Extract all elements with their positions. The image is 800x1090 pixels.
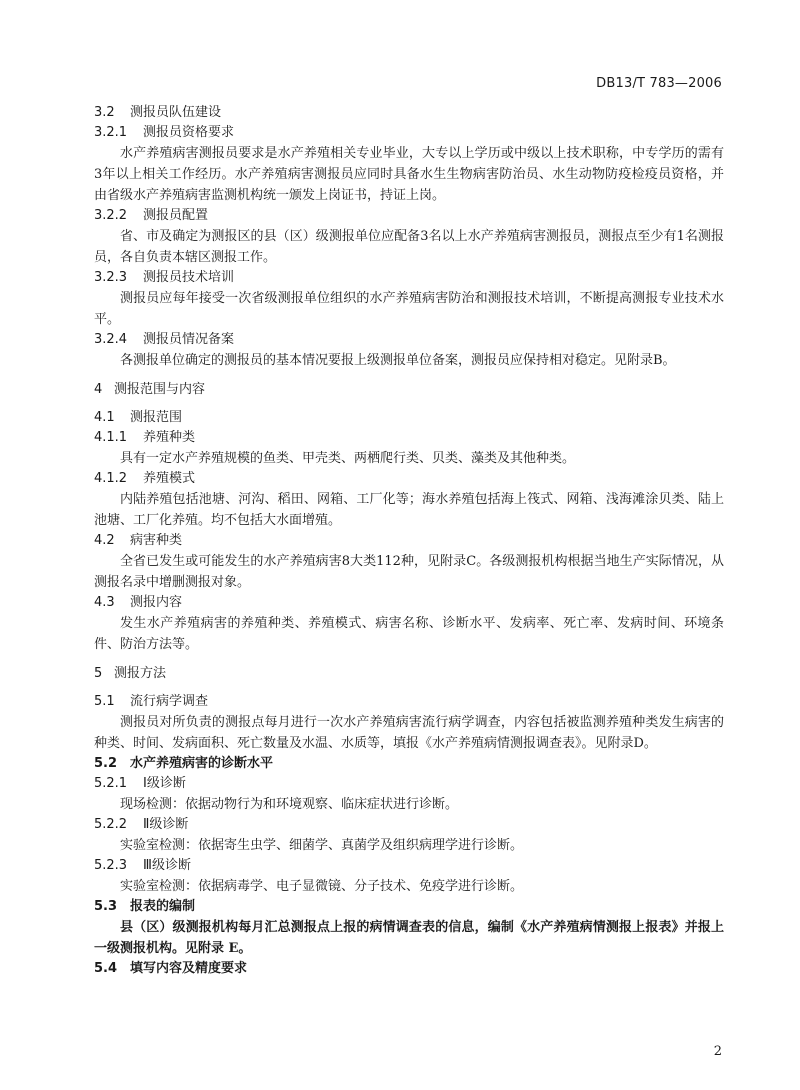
heading-title: Ⅱ级诊断: [143, 817, 189, 832]
heading-number: 5.2.1: [94, 776, 128, 791]
paragraph-5-3: 县（区）级测报机构每月汇总测报点上报的病情调查表的信息，编制《水产养殖病情测报上报表》并报上一级测报机构。见附录 E。: [94, 920, 724, 956]
heading-3-2-4: [94, 330, 724, 350]
document-body: [94, 103, 724, 979]
document-standard-number: DB13/T 783—2006: [596, 76, 722, 91]
paragraph-4-3: 发生水产养殖病害的养殖种类、养殖模式、病害名称、诊断水平、发病率、死亡率、发病时间、环境条件、防治方法等。: [94, 616, 724, 652]
heading-5-4: [94, 959, 724, 979]
heading-3-2-2: [94, 206, 724, 226]
heading-title: 测报方法: [114, 666, 167, 681]
heading-5-2-2: [94, 815, 724, 835]
page-number: 2: [713, 1044, 722, 1059]
paragraph-4-1-2: 内陆养殖包括池塘、河沟、稻田、网箱、工厂化等；海水养殖包括海上筏式、网箱、浅海滩涂贝类、陆上池塘、工厂化养殖。均不包括大水面增殖。: [94, 492, 724, 528]
heading-title: 测报范围: [130, 410, 183, 425]
paragraph-5-1: 测报员对所负责的测报点每月进行一次水产养殖病害流行病学调查，内容包括被监测养殖种类发生病害的种类、时间、发病面积、死亡数量及水温、水质等，填报《水产养殖病情测报调查表》。见附录D。: [94, 715, 724, 751]
heading-title: 病害种类: [130, 533, 183, 548]
heading-4-1-2: [94, 469, 724, 489]
heading-5: [94, 664, 724, 684]
heading-5-2-1: [94, 774, 724, 794]
heading-5-1: [94, 692, 724, 712]
heading-title: Ⅰ级诊断: [143, 776, 186, 791]
heading-title: 测报员技术培训: [143, 270, 235, 285]
heading-4-1-1: [94, 428, 724, 448]
heading-title: 养殖模式: [143, 471, 196, 486]
heading-number: 4.1.1: [94, 430, 128, 445]
heading-number: 5.3: [94, 899, 118, 914]
heading-number: 3.2: [94, 105, 115, 120]
paragraph-4-2: 全省已发生或可能发生的水产养殖病害8大类112种，见附录C。各级测报机构根据当地生产实际情况，从测报名录中增删测报对象。: [94, 554, 724, 590]
heading-3-2: [94, 103, 724, 123]
heading-title: 填写内容及精度要求: [130, 961, 248, 976]
paragraph-3-2-3: 测报员应每年接受一次省级测报单位组织的水产养殖病害防治和测报技术培训，不断提高测报专业技术水平。: [94, 291, 724, 327]
heading-4: [94, 380, 724, 400]
heading-number: 5.2: [94, 756, 118, 771]
heading-title: Ⅲ级诊断: [143, 858, 191, 873]
heading-title: 养殖种类: [143, 430, 196, 445]
heading-number: 4.2: [94, 533, 115, 548]
heading-4-2: [94, 531, 724, 551]
heading-5-2: [94, 754, 724, 774]
heading-number: 3.2.1: [94, 125, 128, 140]
heading-number: 3.2.2: [94, 208, 128, 223]
heading-number: 5.4: [94, 961, 118, 976]
heading-number: 5: [94, 666, 103, 681]
paragraph-3-2-1: 水产养殖病害测报员要求是水产养殖相关专业毕业，大专以上学历或中级以上技术职称，中专学历的需有3年以上相关工作经历。水产养殖病害测报员应同时具备水生生物病害防治员、水生动物防疫检疫员资格，并由省级水产养殖病害监测机构统一颁发上岗证书，持证上岗。: [94, 146, 724, 203]
heading-number: 4.1: [94, 410, 115, 425]
heading-4-1: [94, 408, 724, 428]
heading-4-3: [94, 593, 724, 613]
paragraph-3-2-4: 各测报单位确定的测报员的基本情况要报上级测报单位备案，测报员应保持相对稳定。见附录B。: [120, 353, 676, 368]
paragraph-5-2-1: 现场检测：依据动物行为和环境观察、临床症状进行诊断。: [120, 797, 459, 812]
heading-number: 5.2.3: [94, 858, 128, 873]
paragraph-3-2-2: 省、市及确定为测报区的县（区）级测报单位应配备3名以上水产养殖病害测报员，测报点至少有1名测报员，各自负责本辖区测报工作。: [94, 229, 724, 265]
heading-number: 3.2.3: [94, 270, 128, 285]
heading-number: 4.1.2: [94, 471, 128, 486]
paragraph-5-2-2: 实验室检测：依据寄生虫学、细菌学、真菌学及组织病理学进行诊断。: [120, 838, 524, 853]
heading-title: 测报内容: [130, 595, 183, 610]
heading-title: 测报员情况备案: [143, 332, 235, 347]
heading-number: 4: [94, 382, 103, 397]
heading-title: 测报范围与内容: [114, 382, 206, 397]
heading-title: 测报员队伍建设: [130, 105, 222, 120]
heading-5-2-3: [94, 856, 724, 876]
heading-5-3: [94, 897, 724, 917]
paragraph-5-2-3: 实验室检测：依据病毒学、电子显微镜、分子技术、免疫学进行诊断。: [120, 879, 524, 894]
heading-3-2-1: [94, 123, 724, 143]
heading-title: 测报员资格要求: [143, 125, 235, 140]
heading-3-2-3: [94, 268, 724, 288]
heading-number: 3.2.4: [94, 332, 128, 347]
heading-number: 4.3: [94, 595, 115, 610]
heading-title: 水产养殖病害的诊断水平: [130, 756, 274, 771]
heading-title: 流行病学调查: [130, 694, 209, 709]
heading-title: 测报员配置: [143, 208, 209, 223]
heading-number: 5.1: [94, 694, 115, 709]
heading-number: 5.2.2: [94, 817, 128, 832]
heading-title: 报表的编制: [130, 899, 196, 914]
paragraph-4-1-1: 具有一定水产养殖规模的鱼类、甲壳类、两栖爬行类、贝类、藻类及其他种类。: [120, 451, 576, 466]
